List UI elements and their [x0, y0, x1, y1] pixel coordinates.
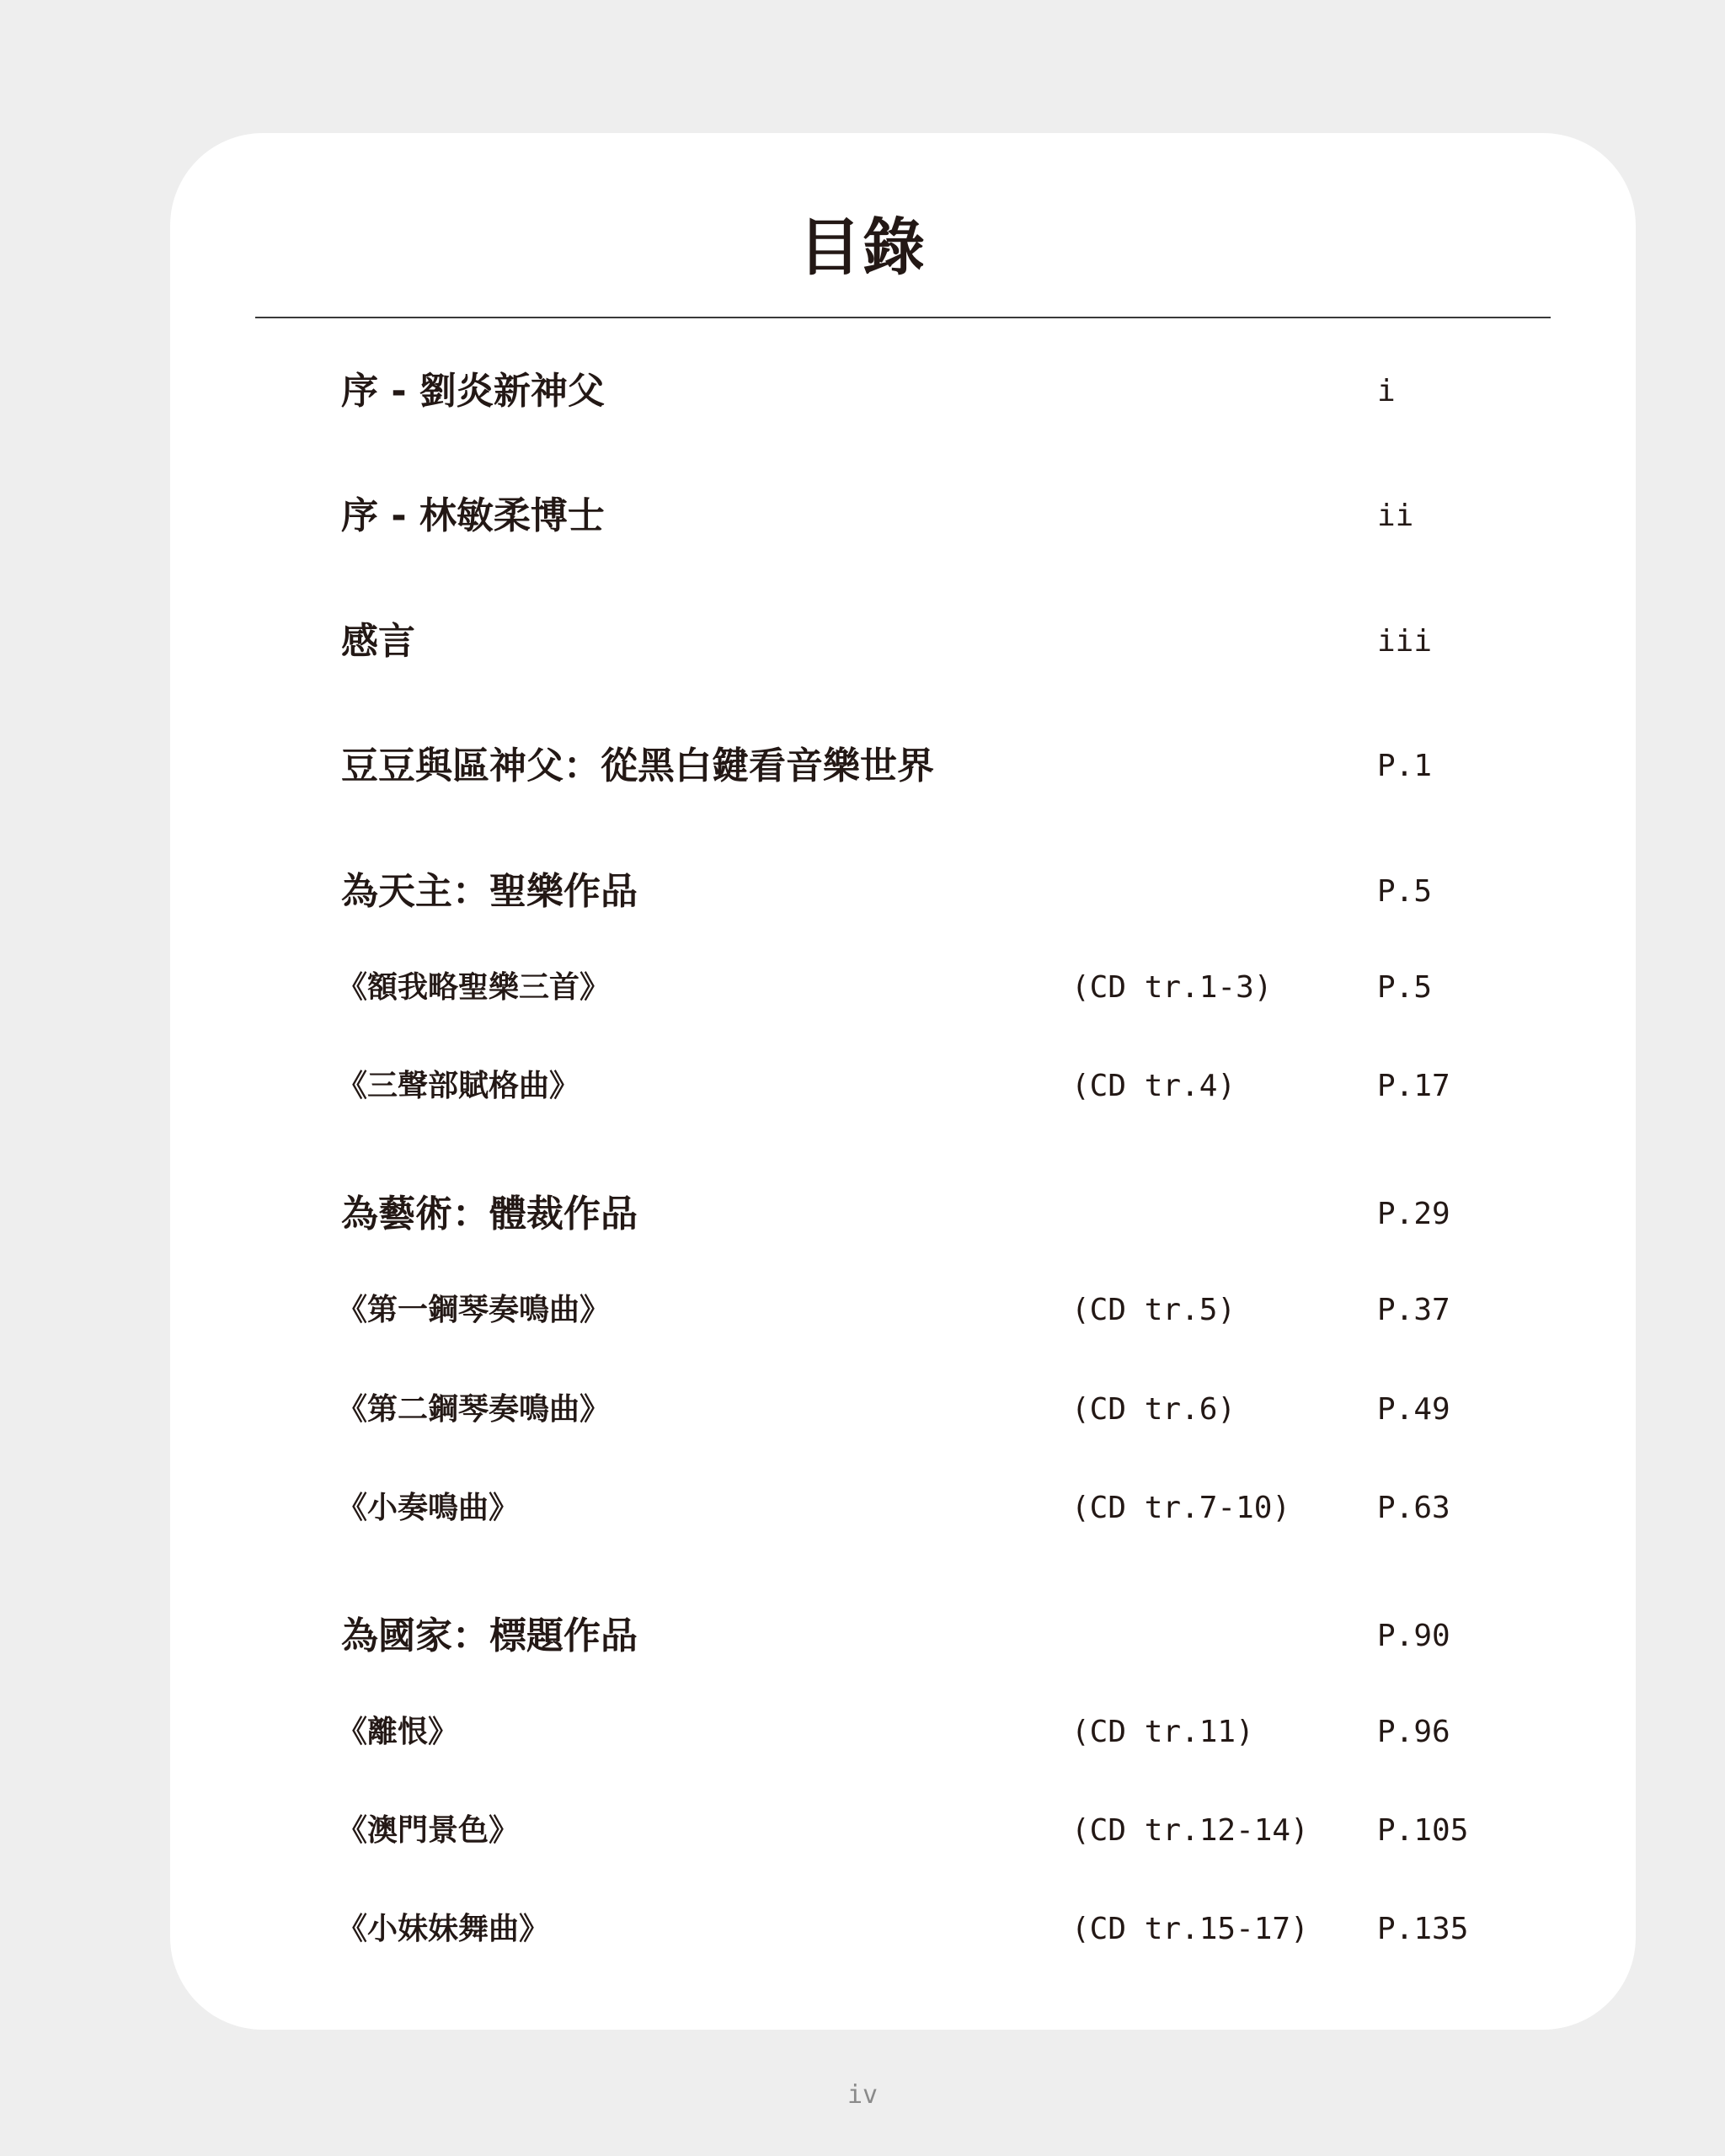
entry-title: 感言: [341, 620, 415, 663]
toc-entry-section-nation: [0, 1603, 1725, 1670]
toc-entry-section-art: [0, 1181, 1725, 1248]
toc-title: 目錄: [798, 211, 927, 284]
entry-page: P.1: [1377, 749, 1433, 783]
toc-entry-section-sacred: [0, 858, 1725, 926]
entry-title: 《澳門景色》: [337, 1813, 520, 1848]
toc-entry-introduction: [0, 733, 1725, 800]
entry-title: 《小奏鳴曲》: [337, 1491, 520, 1525]
entry-page: ii: [1377, 499, 1414, 533]
toc-entry-piece: [0, 1896, 1725, 1963]
entry-title: 《第二鋼琴奏鳴曲》: [337, 1392, 611, 1427]
entry-title: 《額我略聖樂三首》: [337, 970, 611, 1005]
entry-page: P.90: [1377, 1619, 1450, 1653]
toc-entry-piece: [0, 954, 1725, 1022]
entry-page: P.135: [1377, 1912, 1469, 1946]
toc-entry-acknowledgement: [0, 608, 1725, 675]
entry-track: (CD tr.4): [1071, 1069, 1236, 1103]
entry-page: iii: [1377, 624, 1433, 659]
toc-entry-piece: [0, 1475, 1725, 1542]
entry-page: P.37: [1377, 1293, 1450, 1327]
entry-page: P.63: [1377, 1491, 1450, 1525]
entry-page: P.17: [1377, 1069, 1450, 1103]
entry-track: (CD tr.15-17): [1071, 1912, 1309, 1946]
entry-title: 為天主：聖樂作品: [341, 870, 638, 913]
entry-title: 《小妹妹舞曲》: [337, 1912, 550, 1946]
toc-entry-piece: [0, 1053, 1725, 1120]
entry-title: 《三聲部賦格曲》: [337, 1069, 580, 1103]
toc-entry-preface-liu: [0, 358, 1725, 425]
toc-entry-preface-lam: [0, 483, 1725, 550]
entry-track: (CD tr.7-10): [1071, 1491, 1291, 1525]
entry-title: 《離恨》: [337, 1715, 459, 1749]
entry-page: P.105: [1377, 1813, 1469, 1848]
entry-page: P.96: [1377, 1715, 1450, 1749]
entry-page: i: [1377, 374, 1396, 408]
entry-title: 《第一鋼琴奏鳴曲》: [337, 1293, 611, 1327]
entry-track: (CD tr.5): [1071, 1293, 1236, 1327]
toc-entry-piece: [0, 1699, 1725, 1766]
entry-title: 為國家：標題作品: [341, 1614, 638, 1657]
entry-page: P.5: [1377, 970, 1433, 1005]
entry-track: (CD tr.12-14): [1071, 1813, 1309, 1848]
entry-track: (CD tr.11): [1071, 1715, 1254, 1749]
toc-entry-piece: [0, 1376, 1725, 1444]
title-divider: [255, 317, 1551, 318]
entry-page: P.5: [1377, 874, 1433, 909]
entry-track: (CD tr.1-3): [1071, 970, 1273, 1005]
entry-title: 為藝術：體裁作品: [341, 1193, 638, 1235]
entry-title: 序 - 劉炎新神父: [341, 370, 605, 413]
toc-entry-piece: [0, 1797, 1725, 1865]
entry-page: P.49: [1377, 1392, 1450, 1427]
entry-title: 豆豆與區神父：從黑白鍵看音樂世界: [341, 744, 934, 787]
entry-page: P.29: [1377, 1197, 1450, 1231]
entry-track: (CD tr.6): [1071, 1392, 1236, 1427]
toc-entry-piece: [0, 1277, 1725, 1344]
page-number: iv: [846, 2080, 879, 2110]
entry-title: 序 - 林敏柔博士: [341, 494, 605, 537]
